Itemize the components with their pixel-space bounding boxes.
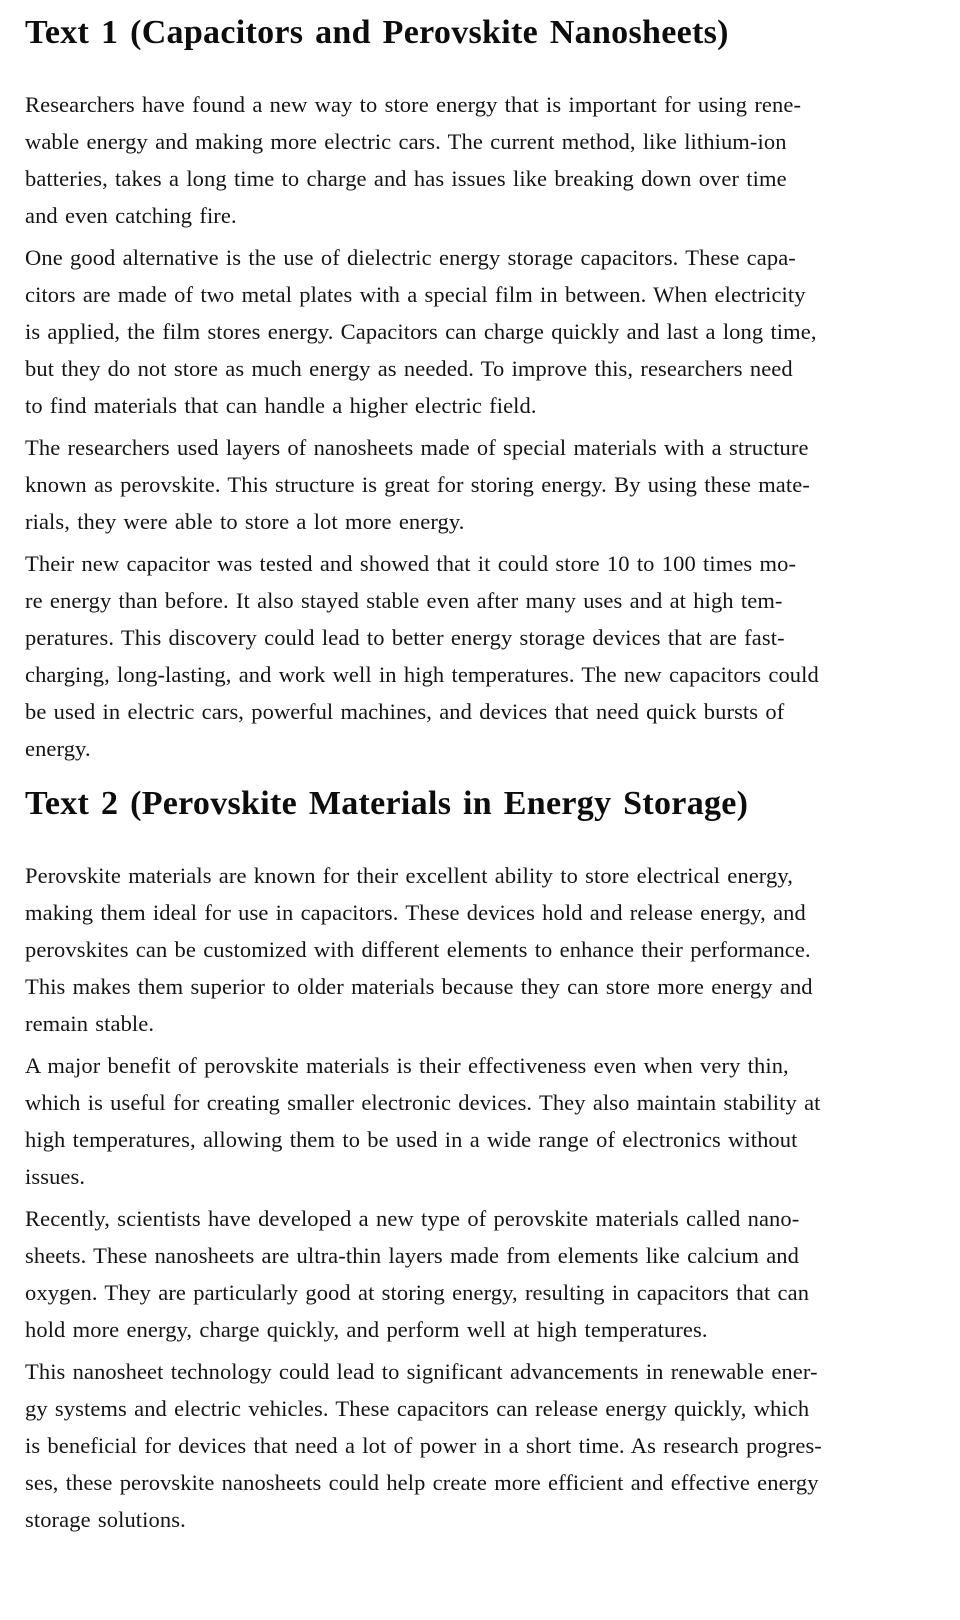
text-line: Researchers have found a new way to store energy that is important for using rene- xyxy=(25,92,802,117)
text-line: making them ideal for use in capacitors. These devices hold and release energy, and xyxy=(25,900,806,925)
text-line: which is useful for creating smaller electronic devices. They also maintain stability at xyxy=(25,1090,821,1115)
text-line: remain stable. xyxy=(25,1011,155,1036)
text-line: known as perovskite. This structure is great for storing energy. By using these mate- xyxy=(25,472,810,497)
paragraph xyxy=(25,1353,936,1538)
text-line: re energy than before. It also stayed stable even after many uses and at high tem- xyxy=(25,588,783,613)
text-line: is applied, the film stores energy. Capacitors can charge quickly and last a long time, xyxy=(25,319,817,344)
text-line: The researchers used layers of nanosheets made of special materials with a structure xyxy=(25,435,809,460)
text-line: sheets. These nanosheets are ultra-thin layers made from elements like calcium and xyxy=(25,1243,800,1268)
text-line: storage solutions. xyxy=(25,1507,186,1532)
text-line: and even catching fire. xyxy=(25,203,237,228)
text-line: gy systems and electric vehicles. These capacitors can release energy quickly, which xyxy=(25,1396,810,1421)
section-1-paragraphs xyxy=(25,86,936,767)
text-line: Recently, scientists have developed a new type of perovskite materials called nano- xyxy=(25,1206,800,1231)
text-line: rials, they were able to store a lot more energy. xyxy=(25,509,465,534)
text-line: energy. xyxy=(25,736,91,761)
paragraph xyxy=(25,1047,936,1195)
text-line: This nanosheet technology could lead to significant advancements in renewable ener- xyxy=(25,1359,818,1384)
text-line: high temperatures, allowing them to be used in a wide range of electronics without xyxy=(25,1127,798,1152)
text-line: be used in electric cars, powerful machines, and devices that need quick bursts of xyxy=(25,699,785,724)
text-line: charging, long-lasting, and work well in high temperatures. The new capacitors could xyxy=(25,662,819,687)
section-2-heading: Text 2 (Perovskite Materials in Energy Storage) xyxy=(25,785,749,822)
text-line: issues. xyxy=(25,1164,86,1189)
text-line: A major benefit of perovskite materials is their effectiveness even when very thin, xyxy=(25,1053,789,1078)
text-line: Perovskite materials are known for their excellent ability to store electrical energy, xyxy=(25,863,793,888)
text-line: One good alternative is the use of dielectric energy storage capacitors. These capa- xyxy=(25,245,796,270)
text-line: hold more energy, charge quickly, and perform well at high temperatures. xyxy=(25,1317,708,1342)
text-line: perovskites can be customized with different elements to enhance their performance. xyxy=(25,937,811,962)
paragraph xyxy=(25,239,936,424)
section-1-heading: Text 1 (Capacitors and Perovskite Nanosheets) xyxy=(25,14,729,51)
paragraph xyxy=(25,857,936,1042)
paragraph xyxy=(25,1200,936,1348)
paragraph xyxy=(25,429,936,540)
text-line: wable energy and making more electric cars. The current method, like lithium-ion xyxy=(25,129,787,154)
section-text-1 xyxy=(25,12,936,767)
text-line: Their new capacitor was tested and showed that it could store 10 to 100 times mo- xyxy=(25,551,797,576)
section-2-paragraphs xyxy=(25,857,936,1538)
text-line: to find materials that can handle a higher electric field. xyxy=(25,393,537,418)
text-line: This makes them superior to older materials because they can store more energy and xyxy=(25,974,813,999)
paragraph xyxy=(25,86,936,234)
text-line: is beneficial for devices that need a lot of power in a short time. As research progres- xyxy=(25,1433,822,1458)
section-text-2 xyxy=(25,783,936,1538)
text-line: batteries, takes a long time to charge and has issues like breaking down over time xyxy=(25,166,787,191)
paragraph xyxy=(25,545,936,767)
text-line: but they do not store as much energy as needed. To improve this, researchers need xyxy=(25,356,793,381)
text-line: citors are made of two metal plates with a special film in between. When electricity xyxy=(25,282,806,307)
text-line: oxygen. They are particularly good at storing energy, resulting in capacitors that can xyxy=(25,1280,810,1305)
text-line: peratures. This discovery could lead to better energy storage devices that are fast- xyxy=(25,625,785,650)
text-line: ses, these perovskite nanosheets could help create more efficient and effective energy xyxy=(25,1470,819,1495)
